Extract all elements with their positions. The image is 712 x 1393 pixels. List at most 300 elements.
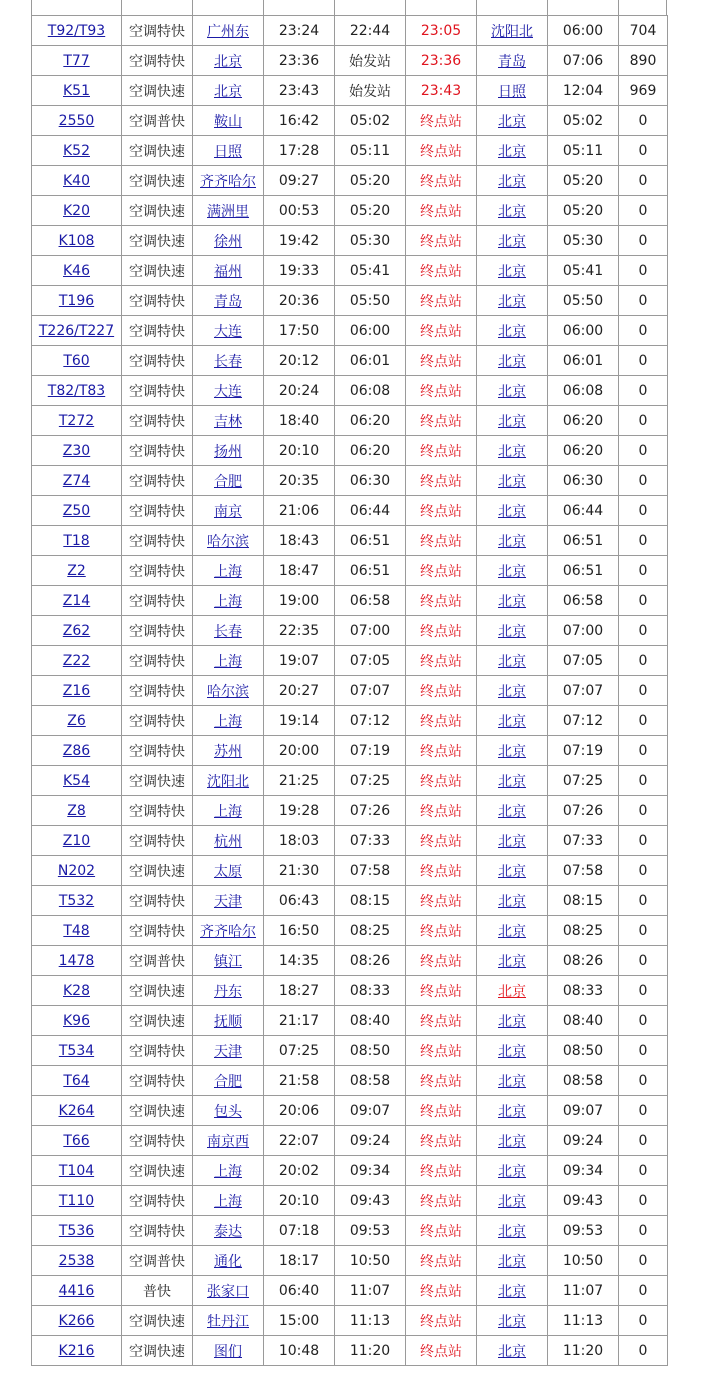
distance-text: 0 [638,802,648,819]
destination-station-link[interactable]: 北京 [498,1163,526,1180]
train-number-link[interactable]: T272 [58,412,95,429]
table-row [32,676,668,706]
arrival-time-text: 始发站 [349,83,391,100]
station-status-cell [406,916,477,946]
train-number-link[interactable]: Z86 [62,742,91,759]
destination-station-link[interactable]: 北京 [498,623,526,640]
origin-station-link[interactable]: 广州东 [207,23,249,40]
train-number-link[interactable]: T77 [63,52,90,69]
origin-station-link[interactable]: 鞍山 [214,113,242,130]
train-number-cell [32,826,122,856]
table-row [32,436,668,466]
origin-station-link[interactable]: 牡丹江 [207,1313,249,1330]
origin-station-link[interactable]: 合肥 [214,473,242,490]
destination-station-link[interactable]: 北京 [498,1043,526,1060]
destination-station-link[interactable]: 北京 [498,1313,526,1330]
destination-station-link[interactable]: 北京 [498,683,526,700]
train-number-cell [32,436,122,466]
destination-station-link[interactable]: 北京 [498,1073,526,1090]
origin-station-cell [193,1156,264,1186]
distance-text: 0 [638,1072,648,1089]
destination-station-link[interactable]: 北京 [498,563,526,580]
train-number-link[interactable]: K266 [58,1312,95,1329]
destination-time-cell [548,1246,619,1276]
train-number-link[interactable]: Z22 [62,652,91,669]
train-number-link[interactable]: Z16 [62,682,91,699]
train-number-link[interactable]: Z74 [62,472,91,489]
train-type-text: 普快 [143,1283,171,1300]
train-number-link[interactable]: K40 [63,172,90,189]
train-type-text: 空调特快 [129,1133,185,1150]
origin-station-cell [193,556,264,586]
origin-station-link[interactable]: 徐州 [214,233,242,250]
train-number-cell [32,706,122,736]
destination-time-cell [548,586,619,616]
destination-station-link[interactable]: 北京 [498,173,526,190]
train-number-cell [32,646,122,676]
departure-time-cell [264,706,335,736]
departure-time-text: 22:35 [278,622,320,639]
distance-cell [619,466,668,496]
departure-time-cell [264,166,335,196]
station-status-text: 终点站 [420,773,462,790]
station-status-text: 终点站 [420,383,462,400]
arrival-time-cell [335,1096,406,1126]
origin-station-cell [193,106,264,136]
destination-time-text: 12:04 [562,82,604,99]
train-number-cell [32,856,122,886]
origin-station-link[interactable]: 北京 [214,53,242,70]
destination-station-link[interactable]: 北京 [498,413,526,430]
origin-station-cell [193,496,264,526]
train-type-text: 空调特快 [129,623,185,640]
destination-station-cell [477,1186,548,1216]
train-number-cell [32,586,122,616]
distance-text: 0 [638,682,648,699]
train-number-link[interactable]: Z10 [62,832,91,849]
origin-station-link[interactable]: 图们 [214,1343,242,1360]
destination-station-link[interactable]: 北京 [498,863,526,880]
table-row [32,556,668,586]
origin-station-link[interactable]: 太原 [214,863,242,880]
arrival-time-text: 06:01 [349,352,391,369]
departure-time-cell [264,406,335,436]
destination-time-text: 07:25 [562,772,604,789]
origin-station-link[interactable]: 泰达 [214,1223,242,1240]
train-number-link[interactable]: T18 [63,532,90,549]
origin-station-link[interactable]: 包头 [214,1103,242,1120]
train-number-link[interactable]: N202 [57,862,96,879]
origin-station-cell [193,706,264,736]
train-number-link[interactable]: T66 [63,1132,90,1149]
distance-cell [619,1306,668,1336]
departure-time-cell [264,736,335,766]
arrival-time-cell [335,1276,406,1306]
origin-station-cell [193,976,264,1006]
destination-station-link[interactable]: 北京 [498,593,526,610]
departure-time-text: 06:40 [278,1282,320,1299]
train-number-link[interactable]: Z8 [67,802,86,819]
destination-time-cell [548,1006,619,1036]
origin-station-link[interactable]: 上海 [214,713,242,730]
destination-station-link[interactable]: 青岛 [498,53,526,70]
train-number-link[interactable]: T82/T83 [47,382,106,399]
origin-station-link[interactable]: 镇江 [214,953,242,970]
origin-station-link[interactable]: 南京西 [207,1133,249,1150]
train-number-link[interactable]: K52 [63,142,90,159]
destination-time-cell [548,1066,619,1096]
table-row [32,1006,668,1036]
train-number-link[interactable]: T104 [58,1162,95,1179]
arrival-time-cell [335,166,406,196]
train-type-text: 空调快速 [129,863,185,880]
destination-time-cell [548,1036,619,1066]
distance-cell [619,346,668,376]
station-status-cell [406,646,477,676]
train-number-link[interactable]: K46 [63,262,90,279]
departure-time-text: 20:10 [278,1192,320,1209]
origin-station-link[interactable]: 丹东 [214,983,242,1000]
distance-cell [619,946,668,976]
train-number-cell [32,46,122,76]
train-number-link[interactable]: Z50 [62,502,91,519]
departure-time-text: 22:07 [278,1132,320,1149]
station-status-text: 终点站 [420,503,462,520]
departure-time-text: 07:18 [278,1222,320,1239]
train-type-cell [122,736,193,766]
destination-time-cell [548,976,619,1006]
destination-time-text: 09:53 [562,1222,604,1239]
destination-time-text: 08:26 [562,952,604,969]
departure-time-text: 21:25 [278,772,320,789]
destination-time-text: 06:30 [562,472,604,489]
train-type-text: 空调特快 [129,353,185,370]
destination-station-cell [477,316,548,346]
train-type-text: 空调快速 [129,173,185,190]
train-number-link[interactable]: Z2 [67,562,86,579]
table-row [32,526,668,556]
origin-station-link[interactable]: 杭州 [214,833,242,850]
origin-station-cell [193,436,264,466]
arrival-time-text: 05:02 [349,112,391,129]
origin-station-link[interactable]: 满洲里 [207,203,249,220]
station-status-text: 终点站 [420,983,462,1000]
train-type-text: 空调特快 [129,443,185,460]
train-number-link[interactable]: K54 [63,772,90,789]
destination-station-link[interactable]: 北京 [498,1223,526,1240]
departure-time-text: 00:53 [278,202,320,219]
origin-station-link[interactable]: 抚顺 [214,1013,242,1030]
station-status-cell [406,316,477,346]
train-number-link[interactable]: T196 [58,292,95,309]
distance-text: 0 [638,442,648,459]
distance-text: 0 [638,1012,648,1029]
origin-station-link[interactable]: 吉林 [214,413,242,430]
train-number-cell [32,886,122,916]
train-number-link[interactable]: K96 [63,1012,90,1029]
distance-text: 0 [638,1042,648,1059]
station-status-cell [406,1096,477,1126]
origin-station-link[interactable]: 北京 [214,83,242,100]
station-status-cell [406,796,477,826]
train-type-cell [122,466,193,496]
destination-time-cell [548,1096,619,1126]
train-type-text: 空调快速 [129,1163,185,1180]
distance-cell [619,286,668,316]
train-type-text: 空调快速 [129,1013,185,1030]
arrival-time-cell [335,616,406,646]
train-number-link[interactable]: T534 [58,1042,95,1059]
departure-time-cell [264,1276,335,1306]
departure-time-text: 20:27 [278,682,320,699]
destination-station-link[interactable]: 北京 [498,653,526,670]
destination-time-cell [548,676,619,706]
train-number-link[interactable]: Z14 [62,592,91,609]
train-number-link[interactable]: 2538 [58,1252,95,1269]
train-type-text: 空调普快 [129,113,185,130]
distance-text: 0 [638,112,648,129]
distance-text: 0 [638,892,648,909]
station-status-cell [406,766,477,796]
destination-station-link[interactable]: 北京 [498,803,526,820]
train-number-link[interactable]: 1478 [58,952,95,969]
departure-time-cell [264,16,335,46]
station-status-cell [406,496,477,526]
destination-station-link[interactable]: 北京 [498,263,526,280]
destination-station-link[interactable]: 北京 [498,1253,526,1270]
table-row [32,136,668,166]
arrival-time-text: 08:15 [349,892,391,909]
station-status-text: 23:36 [420,52,462,69]
departure-time-cell [264,616,335,646]
destination-station-link[interactable]: 北京 [498,893,526,910]
departure-time-cell [264,1066,335,1096]
origin-station-link[interactable]: 南京 [214,503,242,520]
origin-station-link[interactable]: 上海 [214,1163,242,1180]
train-type-text: 空调快速 [129,143,185,160]
destination-time-cell [548,76,619,106]
distance-cell [619,76,668,106]
train-number-link[interactable]: K51 [63,82,90,99]
destination-station-cell [477,946,548,976]
arrival-time-text: 06:51 [349,532,391,549]
train-number-cell [32,16,122,46]
origin-station-cell [193,796,264,826]
train-number-link[interactable]: T48 [63,922,90,939]
destination-station-link[interactable]: 北京 [498,353,526,370]
train-type-cell [122,436,193,466]
distance-cell [619,826,668,856]
distance-cell [619,766,668,796]
station-status-text: 终点站 [420,1193,462,1210]
arrival-time-cell [335,676,406,706]
destination-station-cell [477,1006,548,1036]
departure-time-text: 16:42 [278,112,320,129]
destination-time-text: 06:00 [562,322,604,339]
train-number-link[interactable]: T92/T93 [47,22,106,39]
origin-station-link[interactable]: 青岛 [214,293,242,310]
origin-station-link[interactable]: 上海 [214,563,242,580]
origin-station-link[interactable]: 沈阳北 [207,773,249,790]
destination-station-link[interactable]: 北京 [498,743,526,760]
origin-station-link[interactable]: 天津 [214,893,242,910]
destination-station-link[interactable]: 沈阳北 [491,23,533,40]
arrival-time-cell [335,1336,406,1366]
origin-station-link[interactable]: 上海 [214,593,242,610]
train-number-link[interactable]: T226/T227 [38,322,115,339]
train-number-link[interactable]: K108 [58,232,95,249]
destination-time-text: 06:44 [562,502,604,519]
train-number-link[interactable]: K264 [58,1102,95,1119]
station-status-text: 23:05 [420,22,462,39]
train-number-link[interactable]: Z6 [67,712,86,729]
station-status-cell [406,376,477,406]
destination-station-link[interactable]: 北京 [498,1013,526,1030]
train-number-cell [32,76,122,106]
origin-station-link[interactable]: 哈尔滨 [207,683,249,700]
destination-time-text: 06:58 [562,592,604,609]
train-number-cell [32,796,122,826]
train-number-link[interactable]: 4416 [58,1282,95,1299]
origin-station-link[interactable]: 上海 [214,803,242,820]
train-number-link[interactable]: T536 [58,1222,95,1239]
train-type-cell [122,586,193,616]
destination-station-cell [477,586,548,616]
origin-station-cell [193,286,264,316]
arrival-time-text: 07:00 [349,622,391,639]
distance-text: 0 [638,352,648,369]
train-number-link[interactable]: K20 [63,202,90,219]
train-type-text: 空调特快 [129,683,185,700]
train-type-text: 空调特快 [129,293,185,310]
origin-station-link[interactable]: 日照 [214,143,242,160]
arrival-time-text: 08:50 [349,1042,391,1059]
destination-time-cell [548,466,619,496]
destination-station-link[interactable]: 北京 [498,773,526,790]
train-number-link[interactable]: T110 [58,1192,95,1209]
destination-station-link[interactable]: 北京 [498,113,526,130]
distance-text: 0 [638,592,648,609]
destination-station-cell [477,796,548,826]
origin-station-link[interactable]: 福州 [214,263,242,280]
destination-station-link[interactable]: 北京 [498,293,526,310]
origin-station-link[interactable]: 长春 [214,353,242,370]
destination-time-text: 07:26 [562,802,604,819]
table-row [32,1186,668,1216]
destination-station-link[interactable]: 北京 [498,323,526,340]
destination-station-link[interactable]: 北京 [498,923,526,940]
origin-station-link[interactable]: 大连 [214,323,242,340]
destination-station-link[interactable]: 北京 [498,833,526,850]
station-status-text: 终点站 [420,473,462,490]
train-number-cell [32,316,122,346]
departure-time-cell [264,826,335,856]
destination-station-link[interactable]: 北京 [498,203,526,220]
destination-station-link[interactable]: 北京 [498,443,526,460]
destination-station-link[interactable]: 北京 [498,473,526,490]
station-status-text: 终点站 [420,413,462,430]
destination-station-link[interactable]: 北京 [498,1283,526,1300]
train-number-link[interactable]: 2550 [58,112,95,129]
origin-station-link[interactable]: 通化 [214,1253,242,1270]
station-status-text: 终点站 [420,173,462,190]
train-type-cell [122,1096,193,1126]
train-number-link[interactable]: Z62 [62,622,91,639]
departure-time-text: 20:00 [278,742,320,759]
destination-station-link[interactable]: 北京 [498,383,526,400]
destination-time-text: 05:30 [562,232,604,249]
destination-time-text: 11:20 [562,1342,604,1359]
destination-station-cell [477,526,548,556]
origin-station-link[interactable]: 大连 [214,383,242,400]
destination-station-link[interactable]: 北京 [498,533,526,550]
station-status-text: 终点站 [420,743,462,760]
origin-station-link[interactable]: 上海 [214,653,242,670]
arrival-time-cell [335,316,406,346]
destination-station-link[interactable]: 北京 [498,233,526,250]
origin-station-link[interactable]: 张家口 [207,1283,249,1300]
destination-station-cell [477,676,548,706]
origin-station-link[interactable]: 齐齐哈尔 [200,923,256,940]
destination-station-link[interactable]: 日照 [498,83,526,100]
destination-time-cell [548,436,619,466]
destination-station-link[interactable]: 北京 [498,1343,526,1360]
train-type-text: 空调特快 [129,1223,185,1240]
train-number-link[interactable]: T64 [63,1072,90,1089]
origin-station-link[interactable]: 哈尔滨 [207,533,249,550]
train-number-link[interactable]: K28 [63,982,90,999]
origin-station-link[interactable]: 扬州 [214,443,242,460]
destination-station-link[interactable]: 北京 [498,953,526,970]
station-status-cell [406,1246,477,1276]
destination-station-link[interactable]: 北京 [498,983,526,1000]
origin-station-link[interactable]: 长春 [214,623,242,640]
train-type-text: 空调特快 [129,23,185,40]
destination-station-link[interactable]: 北京 [498,1103,526,1120]
destination-time-cell [548,526,619,556]
arrival-time-text: 05:20 [349,172,391,189]
arrival-time-cell [335,46,406,76]
station-status-cell [406,1126,477,1156]
destination-station-link[interactable]: 北京 [498,1133,526,1150]
train-number-cell [32,1306,122,1336]
destination-station-link[interactable]: 北京 [498,503,526,520]
origin-station-link[interactable]: 上海 [214,1193,242,1210]
departure-time-cell [264,226,335,256]
origin-station-link[interactable]: 苏州 [214,743,242,760]
arrival-time-cell [335,646,406,676]
departure-time-text: 23:43 [278,82,320,99]
train-number-link[interactable]: K216 [58,1342,95,1359]
destination-station-link[interactable]: 北京 [498,713,526,730]
origin-station-link[interactable]: 天津 [214,1043,242,1060]
destination-station-link[interactable]: 北京 [498,1193,526,1210]
train-type-cell [122,316,193,346]
arrival-time-cell [335,376,406,406]
departure-time-text: 09:27 [278,172,320,189]
departure-time-cell [264,766,335,796]
train-number-link[interactable]: T532 [58,892,95,909]
origin-station-link[interactable]: 合肥 [214,1073,242,1090]
destination-station-link[interactable]: 北京 [498,143,526,160]
train-number-link[interactable]: Z30 [62,442,91,459]
train-number-link[interactable]: T60 [63,352,90,369]
origin-station-link[interactable]: 齐齐哈尔 [200,173,256,190]
train-type-cell [122,226,193,256]
destination-time-text: 07:19 [562,742,604,759]
destination-time-cell [548,136,619,166]
station-status-cell [406,436,477,466]
